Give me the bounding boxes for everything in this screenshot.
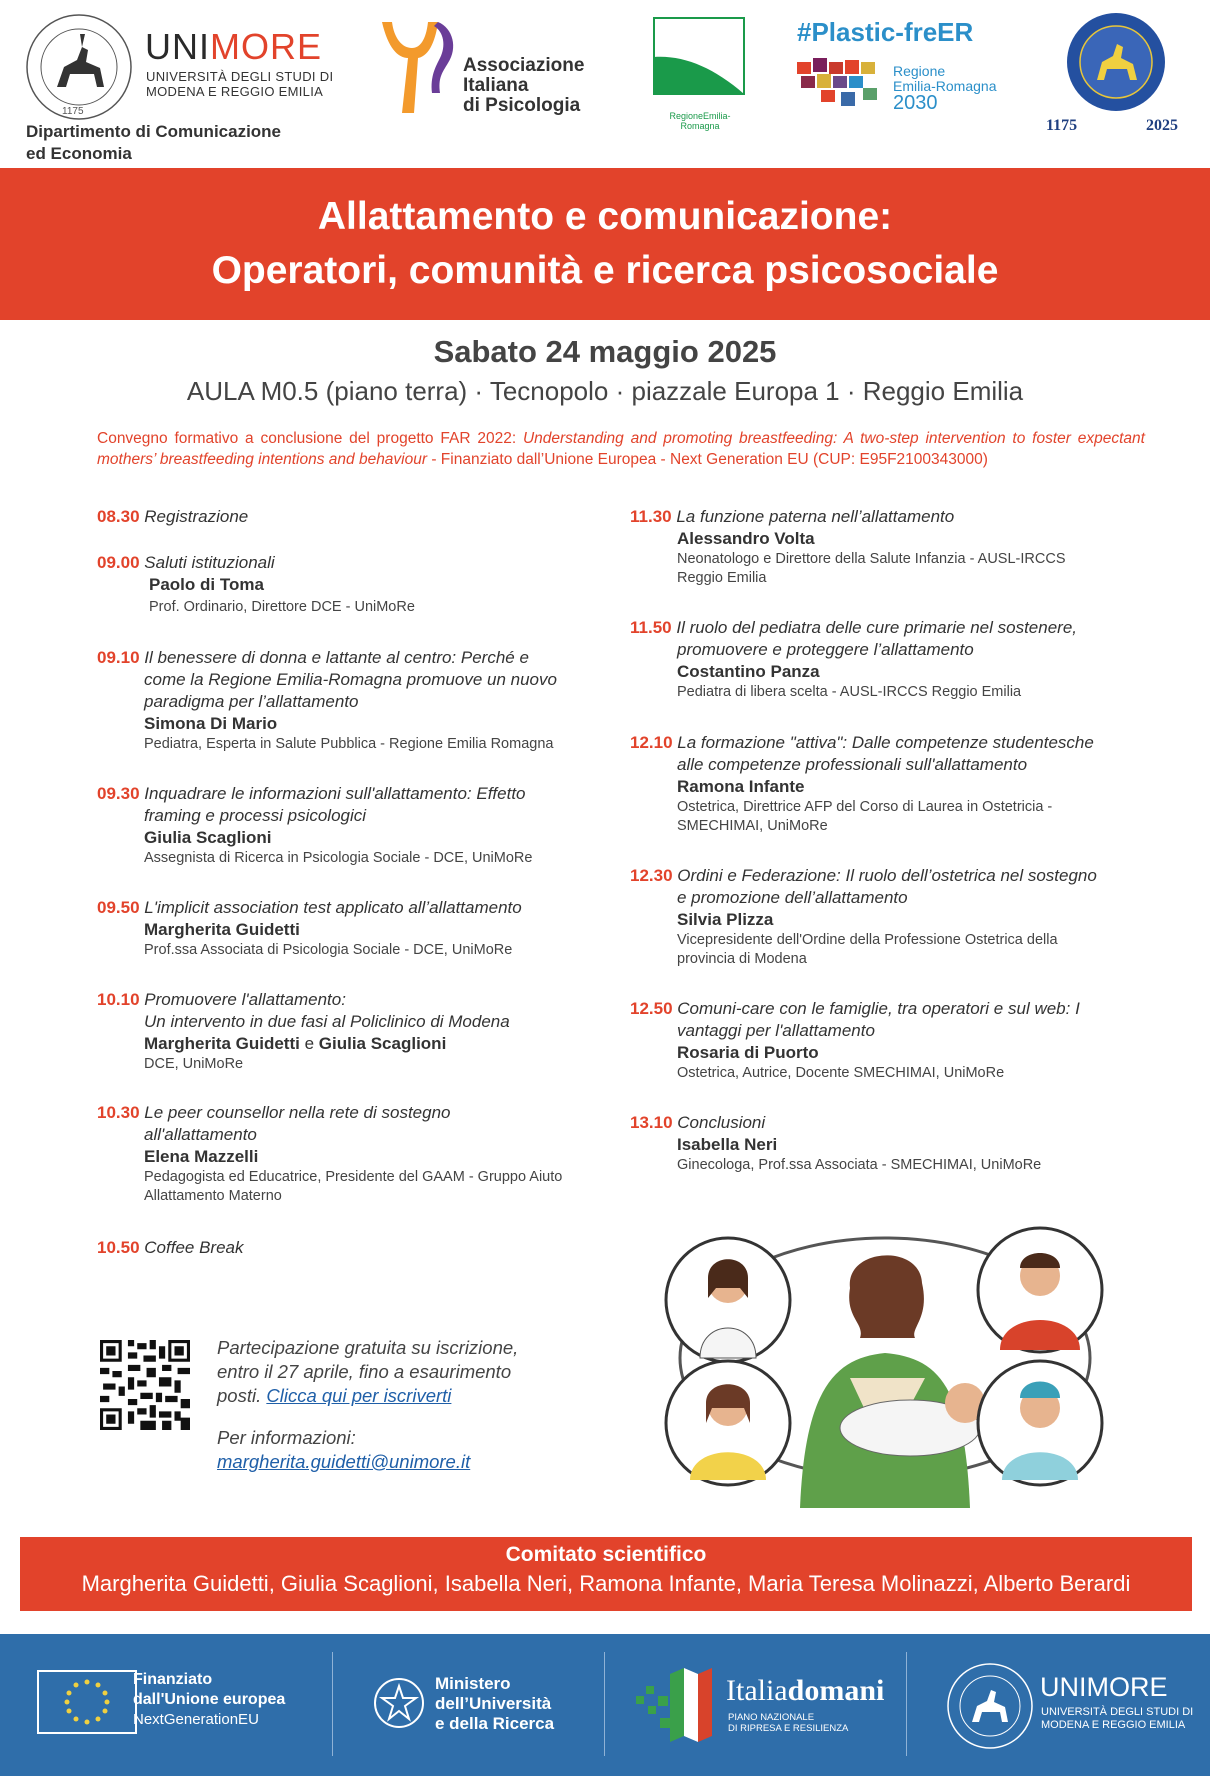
- program-item: 10.10 Promuovere l'allattamento: Un intervento in due fasi al Policlinico di Modena Margherita Guidetti e Giulia Scaglioni DCE, UniMoRe: [97, 990, 510, 1072]
- plastic-free-year: 2030: [893, 92, 938, 114]
- title-banner: [0, 168, 1210, 320]
- department-name: Dipartimento di Comunicazione ed Economia: [26, 122, 282, 163]
- program-item: 08.30 Registrazione: [97, 507, 249, 526]
- eu-funding-text: Finanziato dall'Unione europea NextGenerationEU: [133, 1671, 286, 1728]
- anniversary-start: 1175: [1046, 117, 1078, 134]
- plastic-free-mosaic-icon: [797, 58, 887, 115]
- event-title-line1: Allattamento e comunicazione:: [317, 195, 893, 238]
- unimore-footer-subtitle: UNIVERSITÀ DEGLI STUDI DI MODENA E REGGIO EMILIA: [1041, 1706, 1194, 1731]
- anniversary-seal-icon: [1057, 12, 1175, 117]
- contact-info: Per informazioni: margherita.guidetti@unimore.it: [217, 1427, 471, 1472]
- pnrr-label: PIANO NAZIONALE DI RIPRESA E RESILIENZA: [728, 1712, 849, 1734]
- funding-footer: [0, 1634, 1210, 1776]
- program-item: 11.50 Il ruolo del pediatra delle cure primarie nel sostenere, promuovere e proteggere l’allattamento Costantino Panza Pediatra di libera scelta - AUSL-IRCCS Reggio Emilia: [630, 618, 1078, 700]
- program-item: 10.30 Le peer counsellor nella rete di sostegno all'allattamento Elena Mazzelli Pedagogista ed Educatrice, Presidente del GAAM - Gruppo Aiuto Allattamento Materno: [97, 1103, 563, 1204]
- italian-emblem-icon: [372, 1674, 426, 1737]
- breastfeeding-illustration: [660, 1218, 1110, 1513]
- unimore-footer-seal-icon: [944, 1660, 1036, 1757]
- unimore-subtitle: UNIVERSITÀ DEGLI STUDI DI MODENA E REGGIO EMILIA: [146, 69, 334, 99]
- aip-logo-icon: [378, 18, 463, 118]
- unimore-wordmark: UNIMORE: [145, 26, 322, 67]
- italia-domani-wordmark: Italiadomani: [726, 1674, 885, 1707]
- ministry-name: Ministero dell’Università e della Ricerca: [435, 1674, 555, 1733]
- committee-names: Margherita Guidetti, Giulia Scaglioni, Isabella Neri, Ramona Infante, Maria Teresa Molinazzi, Alberto Berardi: [81, 1571, 1131, 1596]
- regione-label: RegioneEmilia-Romagna: [669, 111, 731, 131]
- plastic-free-region: Regione Emilia-Romagna: [893, 63, 997, 94]
- program-item: 09.30 Inquadrare le informazioni sull'allattamento: Effetto framing e processi psicologici Giulia Scaglioni Assegnista di Ricerca in Psicologia Sociale - DCE, UniMoRe: [97, 784, 533, 866]
- program-item: 12.10 La formazione "attiva": Dalle competenze studentesche alle competenze professionali sull'allattamento Ramona Infante Ostetrica, Direttrice AFP del Corso di Laurea in Ostetricia - SMECHIMAI, UniMoRe: [630, 733, 1094, 834]
- registration-info: Partecipazione gratuita su iscrizione, entro il 27 aprile, fino a esaurimento posti. Clicca qui per iscriverti: [217, 1337, 519, 1406]
- committee-heading: Comitato scientifico: [505, 1543, 707, 1566]
- program-item: 09.10 Il benessere di donna e lattante al centro: Perché e come la Regione Emilia-Romagna promuove un nuovo paradigma per l’allattamento Simona Di Mario Pediatra, Esperta in Salute Pubblica - Regione Emilia Romagna: [97, 648, 557, 752]
- scientific-committee: [20, 1537, 1192, 1611]
- unimore-footer-wordmark: UNIMORE: [1040, 1672, 1168, 1702]
- program-item: 12.30 Ordini e Federazione: Il ruolo dell’ostetrica nel sostegno e promozione dell’allattamento Silvia Plizza Vicepresidente dell'Ordine della Professione Ostetrica della provincia di Modena: [630, 866, 1097, 967]
- event-date: Sabato 24 maggio 2025: [433, 334, 777, 369]
- program-item: 12.50 Comuni-care con le famiglie, tra operatori e sul web: I vantaggi per l'allattamento Rosaria di Puorto Ostetrica, Autrice, Docente SMECHIMAI, UniMoRe: [630, 999, 1080, 1081]
- program-item: 10.50 Coffee Break: [97, 1238, 244, 1257]
- program-item: 09.00 Saluti istituzionali Paolo di Toma Prof. Ordinario, Direttore DCE - UniMoRe: [97, 553, 415, 615]
- register-link[interactable]: Clicca qui per iscriverti: [266, 1385, 452, 1406]
- italia-domani-flag-icon: [636, 1666, 720, 1751]
- plastic-free-title: #Plastic-freER: [797, 17, 974, 47]
- seal-year: 1175: [62, 106, 84, 117]
- contact-email-link[interactable]: margherita.guidetti@unimore.it: [217, 1451, 471, 1472]
- program-item: 13.10 Conclusioni Isabella Neri Ginecologa, Prof.ssa Associata - SMECHIMAI, UniMoRe: [630, 1113, 1042, 1173]
- program-item: 09.50 L'implicit association test applicato all’allattamento Margherita Guidetti Prof.ssa Associata di Psicologia Sociale - DCE, UniMoRe: [97, 898, 522, 958]
- convegno-description: Convegno formativo a conclusione del progetto FAR 2022: Understanding and promoting breastfeeding: A two-step intervention to foster expectant mothers’ breastfeeding intentions and behaviour - Finanziato dall’Unione Europea - Next Generation EU (CUP: E95F2100343000): [97, 430, 1145, 468]
- registration-qr-code[interactable]: [100, 1340, 190, 1430]
- regione-emilia-romagna-logo: [653, 17, 745, 114]
- anniversary-end: 2025: [1146, 117, 1178, 134]
- program-item: 11.30 La funzione paterna nell’allattamento Alessandro Volta Neonatologo e Direttore della Salute Infanzia - AUSL-IRCCS Reggio Emilia: [630, 507, 1066, 586]
- event-title-line2: Operatori, comunità e ricerca psicosociale: [211, 249, 999, 292]
- event-venue: AULA M0.5 (piano terra) · Tecnopolo · piazzale Europa 1 · Reggio Emilia: [186, 376, 1024, 406]
- eu-flag-icon: [37, 1670, 137, 1739]
- aip-name: Associazione Italiana di Psicologia: [463, 55, 585, 116]
